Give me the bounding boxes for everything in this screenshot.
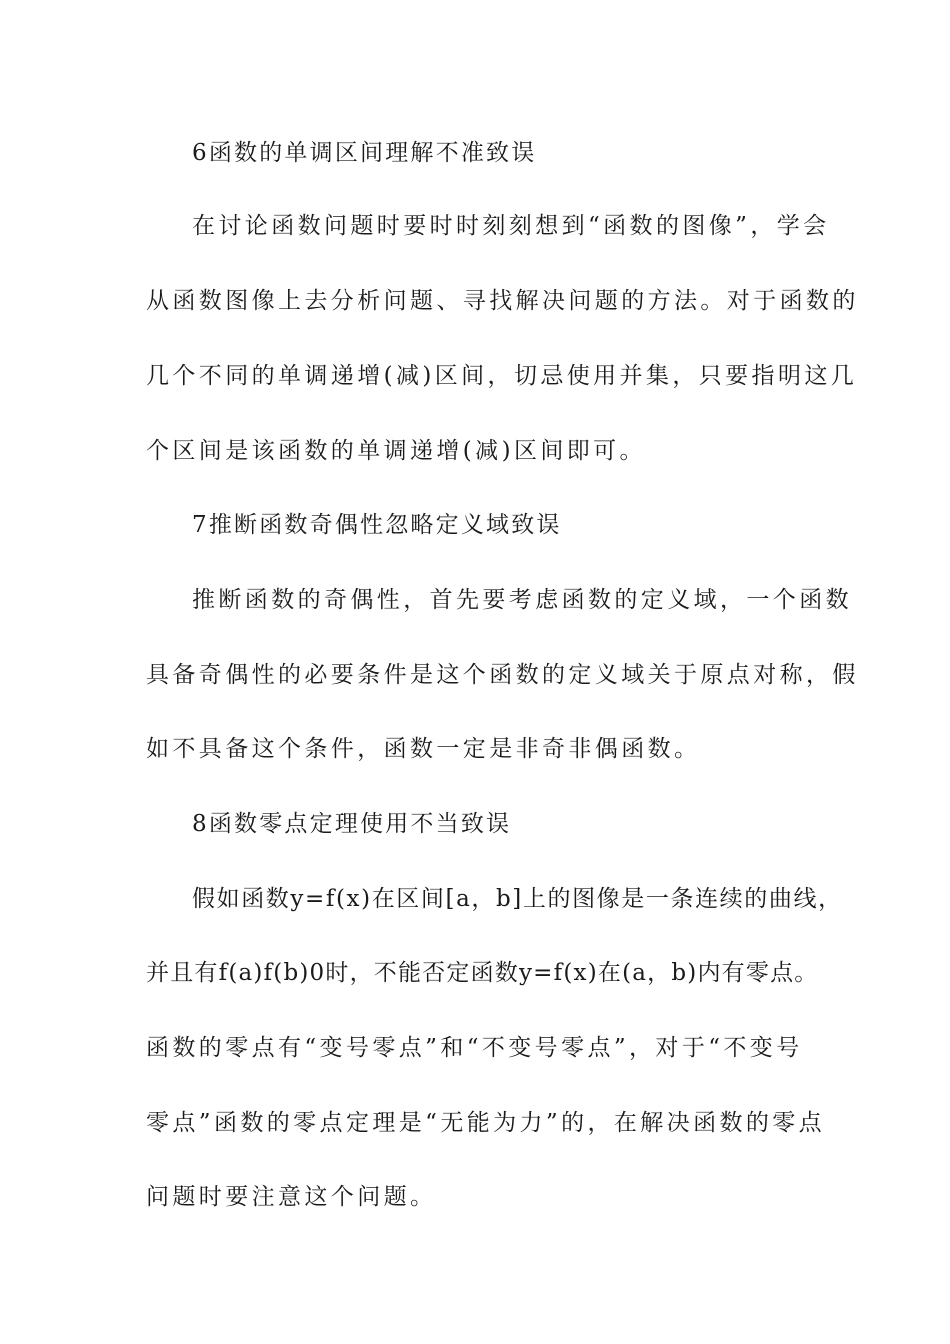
paragraph-line: 几个不同的单调递增(减)区间，切忌使用并集，只要指明这几	[146, 363, 858, 389]
paragraph-line: 假如函数y=f(x)在区间[a，b]上的图像是一条连续的曲线，	[192, 886, 843, 912]
paragraph-line: 从函数图像上去分析问题、寻找解决问题的方法。对于函数的	[146, 288, 859, 314]
paragraph-line: 问题时要注意这个问题。	[146, 1184, 437, 1210]
paragraph-line: 推断函数的奇偶性，首先要考虑函数的定义域，一个函数	[192, 587, 852, 613]
paragraph-line: 在讨论函数问题时要时时刻刻想到“函数的图像”，学会	[192, 213, 830, 239]
paragraph-line: 具备奇偶性的必要条件是这个函数的定义域关于原点对称，假	[146, 662, 859, 688]
paragraph-line: 零点”函数的零点定理是“无能为力”的，在解决函数的零点	[146, 1110, 826, 1136]
paragraph-line: 函数的零点有“变号零点”和“不变号零点”，对于“不变号	[146, 1035, 803, 1061]
paragraph-line: 如不具备这个条件，函数一定是非奇非偶函数。	[146, 736, 701, 762]
paragraph-line: 个区间是该函数的单调递增(减)区间即可。	[146, 438, 646, 464]
paragraph-line: 并且有f(a)f(b)0时，不能否定函数y=f(x)在(a，b)内有零点。	[146, 960, 819, 986]
section-heading-6: 6函数的单调区间理解不准致误	[192, 140, 537, 166]
section-heading-7: 7推断函数奇偶性忽略定义域致误	[192, 512, 562, 538]
section-heading-8: 8函数零点定理使用不当致误	[192, 811, 512, 837]
